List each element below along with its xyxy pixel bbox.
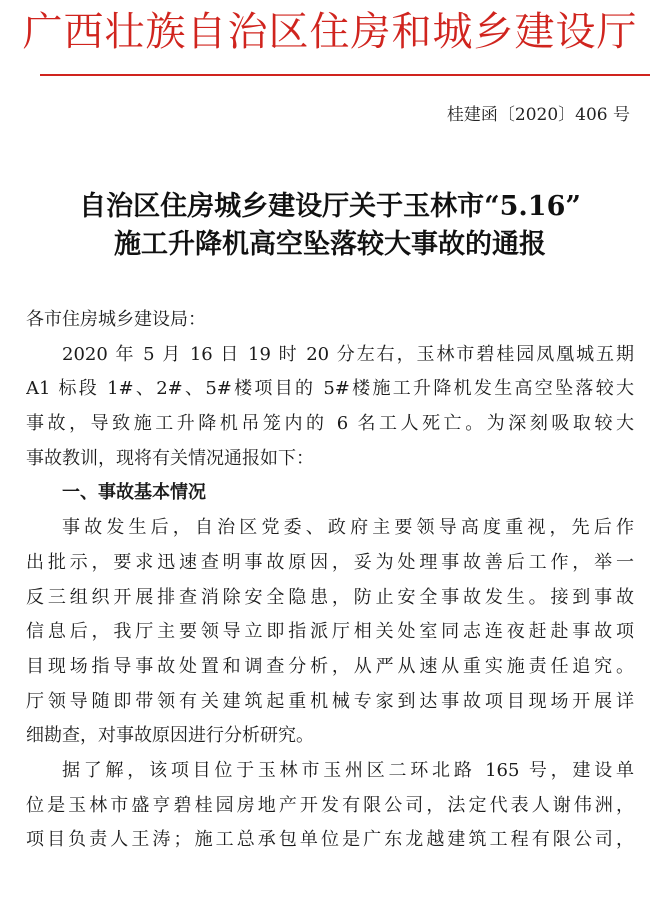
paragraph-2-line: 细勘查，对事故原因进行分析研究。 [26, 725, 314, 747]
paragraph-2-line: 信息后，我厅主要领导立即指派厅相关处室同志连夜赶赴事故项 [26, 621, 634, 643]
issuer-masthead: 广西壮族自治区住房和城乡建设厅 [22, 9, 638, 55]
red-divider-line [40, 74, 650, 76]
document-title-line-2: 施工升降机高空坠落较大事故的通报 [114, 229, 546, 260]
paragraph-1-line: 2020 年 5 月 16 日 19 时 20 分左右，玉林市碧桂园凤凰城五期 [62, 343, 634, 365]
paragraph-1-line: 事故教训，现将有关情况通报如下： [26, 447, 314, 469]
document-number: 桂建函〔2020〕406 号 [446, 105, 630, 125]
document-title-line-1: 自治区住房城乡建设厅关于玉林市“5.16” [79, 191, 581, 222]
paragraph-1-line: A1 标段 1#、2#、5#楼项目的 5#楼施工升降机发生高空坠落较大 [26, 378, 634, 400]
section-heading: 一、事故基本情况 [62, 482, 206, 504]
document-body [26, 303, 634, 858]
paragraph-2-line: 厅领导随即带领有关建筑起重机械专家到达事故项目现场开展详 [26, 690, 634, 712]
paragraph-2-line: 目现场指导事故处置和调查分析，从严从速从重实施责任追究。 [26, 655, 634, 677]
paragraph-3-line: 位是玉林市盛亨碧桂园房地产开发有限公司，法定代表人谢伟洲， [26, 794, 634, 816]
paragraph-2-line: 事故发生后，自治区党委、政府主要领导高度重视，先后作 [62, 517, 634, 539]
paragraph-3-line: 据了解，该项目位于玉林市玉州区二环北路 165 号，建设单 [62, 759, 634, 781]
paragraph-2-line: 反三组织开展排查消除安全隐患，防止安全事故发生。接到事故 [26, 586, 634, 608]
salutation: 各市住房城乡建设局： [26, 309, 206, 330]
paragraph-1-line: 事故，导致施工升降机吊笼内的 6 名工人死亡。为深刻吸取较大 [26, 413, 634, 435]
paragraph-2-line: 出批示，要求迅速查明事故原因，妥为处理事故善后工作，举一 [26, 551, 634, 573]
paragraph-3-line: 项目负责人王涛；施工总承包单位是广东龙越建筑工程有限公司， [26, 829, 634, 851]
